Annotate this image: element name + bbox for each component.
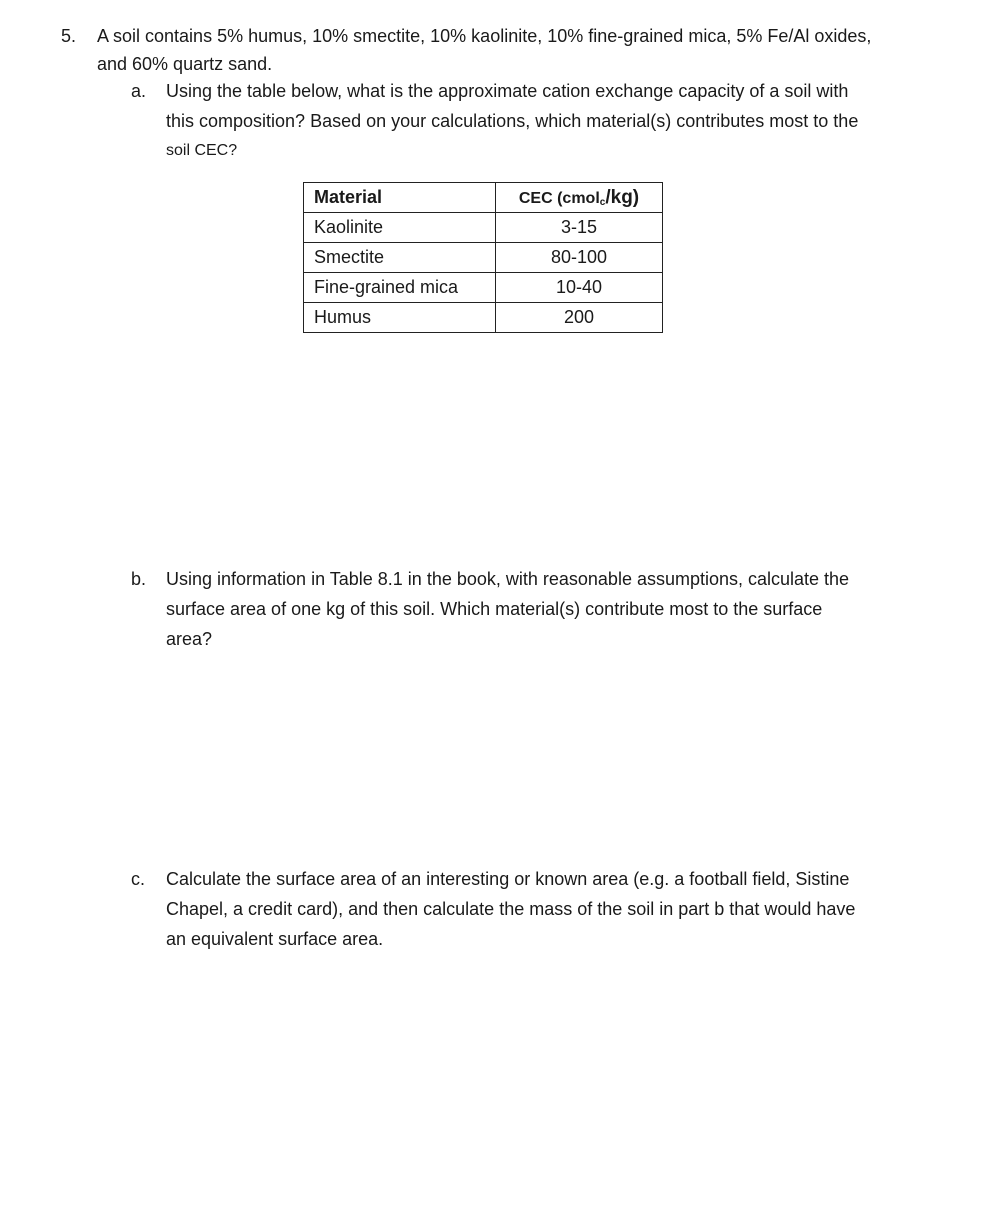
header-cec — [496, 183, 663, 213]
part-a-text — [166, 76, 966, 166]
material-cell: Kaolinite — [304, 213, 496, 243]
part-b-line-2: surface area of one kg of this soil. Which material(s) contribute most to the surface — [166, 599, 823, 619]
part-b-label: b. — [131, 569, 147, 589]
question-number: 5. — [61, 26, 77, 46]
header-cec-prefix: CEC (cmol — [518, 189, 600, 207]
cec-cell: 10-40 — [496, 273, 663, 303]
part-b-text — [166, 564, 966, 654]
part-a-label: a. — [131, 81, 147, 101]
table-header-row — [304, 183, 663, 213]
table-row — [304, 303, 663, 333]
cec-cell: 3-15 — [496, 213, 663, 243]
table-row — [304, 243, 663, 273]
question-text-line-2: and 60% quartz sand. — [97, 54, 273, 74]
material-cell: Smectite — [304, 243, 496, 273]
part-a-line-3: soil CEC? — [166, 142, 238, 159]
part-c-label: c. — [131, 869, 146, 889]
cec-table — [303, 182, 663, 333]
part-c-text — [166, 864, 966, 954]
part-c-line-2: Chapel, a credit card), and then calculate the mass of the soil in part b that would have — [166, 899, 856, 919]
question-text — [97, 22, 977, 78]
part-a-line-2: this composition? Based on your calculations, which material(s) contributes most to the — [166, 111, 859, 131]
part-b-line-3: area? — [166, 629, 213, 649]
header-material: Material — [304, 183, 496, 213]
cec-cell: 200 — [496, 303, 663, 333]
table-row — [304, 213, 663, 243]
question-text-line-1: A soil contains 5% humus, 10% smectite, 10% kaolinite, 10% fine-grained mica, 5% Fe/Al oxides, — [97, 26, 872, 46]
part-c-line-3: an equivalent surface area. — [166, 929, 384, 949]
part-a-line-1: Using the table below, what is the approximate cation exchange capacity of a soil with — [166, 81, 849, 101]
part-b-line-1: Using information in Table 8.1 in the book, with reasonable assumptions, calculate the — [166, 569, 850, 589]
cec-cell: 80-100 — [496, 243, 663, 273]
header-cec-suffix: /kg) — [605, 186, 640, 208]
header-cec-subscript: c — [599, 196, 606, 208]
table-row — [304, 273, 663, 303]
material-cell: Fine-grained mica — [304, 273, 496, 303]
part-c-line-1: Calculate the surface area of an interesting or known area (e.g. a football field, Sistine — [166, 869, 850, 889]
material-cell: Humus — [304, 303, 496, 333]
